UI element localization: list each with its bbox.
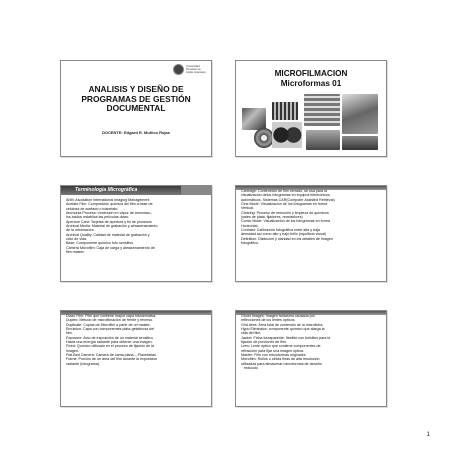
term-line: Grid Area: Área total de contenido de la microficha. xyxy=(241,322,324,327)
term-line: fijación de porciones de film. xyxy=(241,340,287,345)
course-title-line: DOCUMENTAL xyxy=(106,103,166,113)
slide-terminologia-1 xyxy=(60,185,212,282)
term-line: Duplex: Método de microfilmación de frente y reverso. xyxy=(66,318,154,323)
term-line: Archival Media: Material de grabación y almacenamiento xyxy=(66,224,158,229)
term-line: Flat-Bed Camera: Cámara de cama plana – Planetarias. xyxy=(66,353,157,358)
term-line: Archival Quality: Calidad de material de grabación y xyxy=(66,232,150,237)
film-reel-photo xyxy=(254,128,274,148)
term-line: Horizontal. xyxy=(241,223,259,228)
slide-terminologia-3 xyxy=(60,310,212,407)
term-line: Vertical. xyxy=(241,206,254,211)
term-line: los acidos establiza las películas diazo. xyxy=(66,215,130,220)
slide-microfilmacion xyxy=(235,60,387,157)
page-number: 1 xyxy=(426,432,430,438)
term-line: reflecciones de los lentes ópticos. xyxy=(241,318,296,323)
term-line: Comic Mode: Visualización de los fotogramas en forma xyxy=(241,219,330,224)
term-line: Duplicate: Copias de Microfilm a partir de un master. xyxy=(66,322,151,327)
course-title-line: ANALISIS Y DISEÑO DE xyxy=(88,84,184,94)
microfiche-photo xyxy=(272,102,298,120)
term-line: Acetate Film: Composición química del film a base de xyxy=(66,202,153,207)
slide-body-text xyxy=(241,314,382,370)
microfilm-cards-photo xyxy=(304,94,340,126)
term-line: AIIM: Asociation International Imaging Management xyxy=(66,198,150,202)
course-title xyxy=(69,85,203,114)
university-seal-icon xyxy=(173,64,184,75)
operator-photo xyxy=(342,94,378,134)
term-line: vida del film. xyxy=(241,331,262,336)
term-line: densidad así como alto y bajo brillo (equilibrio visual) xyxy=(241,232,327,237)
slide-body-text xyxy=(66,198,207,254)
term-line: film master. xyxy=(66,250,85,255)
term-line: ciclo de vida. xyxy=(66,237,88,242)
term-line: Base: Componente químico foto sensitivo xyxy=(66,241,134,246)
term-line: automáticos. Sistemas CAR(Computer Assisted Retrieval) xyxy=(241,197,335,202)
term-line: Definition: Distinción y claridad en los detalles de imagen xyxy=(241,236,333,241)
term-line: Contrast: Calibración fotográfica entre alta y baja xyxy=(241,228,320,233)
term-line: fotográfico. xyxy=(241,241,260,246)
term-line: Clearing: Proceso de remoción y limpieza de químicos xyxy=(241,210,329,215)
reader-machine-photo xyxy=(342,136,378,150)
term-line: Ghost Images: Imagen fantasma causada por xyxy=(241,314,315,318)
docente-label: DOCENTE: Edgard R. Muñico Rojas xyxy=(101,130,170,135)
term-line: Hypo Eliminator: componente químico que alarga la xyxy=(241,327,325,332)
term-line: refracción para fijar una imagen óptica. xyxy=(241,348,304,353)
slide-header-title: Terminología Micrográfica xyxy=(75,187,138,193)
university-logo xyxy=(173,64,207,74)
term-line: de la información. xyxy=(66,228,95,233)
term-line: Exposure: Acto de exposición de un material sensitivo xyxy=(66,335,154,340)
microform-photo-collage xyxy=(242,94,380,152)
slide-body-text xyxy=(241,189,382,245)
term-line: Microfilm: Rollos o cintas finas de alta resolución xyxy=(241,357,320,362)
term-line: reducido xyxy=(244,366,258,371)
term-line: Ammonia Process: Inmersión en vapor de amoniaco, xyxy=(66,211,152,216)
term-line: utilizadas para almacenar microformas de tamaño xyxy=(241,361,322,366)
film-strip-photo xyxy=(242,108,266,130)
term-line: celulosa de acetado o triacetato. xyxy=(66,206,119,211)
term-line: Camera Microfilm: Caja de carga y almacenamiento de xyxy=(66,245,155,250)
slide-title-analisis xyxy=(60,60,212,157)
term-line: Lens: Lente óptico que contiene componentes de xyxy=(241,344,321,349)
term-line: Cine Mode: Visualización de los fotogramas en forma xyxy=(241,202,328,207)
slide-terminologia-4 xyxy=(235,310,387,407)
term-line: film. xyxy=(66,331,73,336)
term-line: Master: Film con microformas originales xyxy=(241,353,306,358)
cabinet-photo xyxy=(306,130,340,150)
slide-terminologia-2 xyxy=(235,185,387,282)
term-line: Fixed: Químico utilizado en el proceso de fijación de la xyxy=(66,344,155,349)
term-line: imagen. xyxy=(66,348,79,353)
term-line: Aperture Card: Tarjetas de apertura y fin de procesos xyxy=(66,219,152,224)
term-line: Hacia una energía radiante para obtener una imagen. xyxy=(66,340,153,345)
reels-photo xyxy=(272,122,302,148)
microfilmacion-title xyxy=(236,69,386,89)
microfilmacion-title-line: MICROFILMACION xyxy=(274,69,348,78)
header-photo xyxy=(181,186,211,195)
term-line: Jacket: Ficha transparente, flexible con bolsillos para la xyxy=(241,335,331,340)
slide-body-text xyxy=(66,314,207,366)
course-title-line: PROGRAMAS DE GESTIÓN xyxy=(81,93,191,104)
term-line: Diazo Film: Film que contiene mayor capa fotosensitiva. xyxy=(66,314,157,318)
university-logo-text: Universidad Peruana Los Andes Huancayo xyxy=(186,64,206,74)
term-line: (sales de plata, fijadores, reveladores) xyxy=(241,215,303,220)
term-line: visualización delos fotogramas en equipos electrónicos xyxy=(241,193,330,198)
term-line: Frame: Porción de un área del film durante la exposición xyxy=(66,357,158,362)
term-line: radiante (fotograma). xyxy=(66,361,100,366)
term-line: Cartridge: Contenedor de film cerrado, se usa para la xyxy=(241,189,328,193)
term-line: Emulsion: Capa con componentes plata-gelatinosa del xyxy=(66,327,155,332)
microfilmacion-subtitle: Microformas 01 xyxy=(280,79,342,88)
